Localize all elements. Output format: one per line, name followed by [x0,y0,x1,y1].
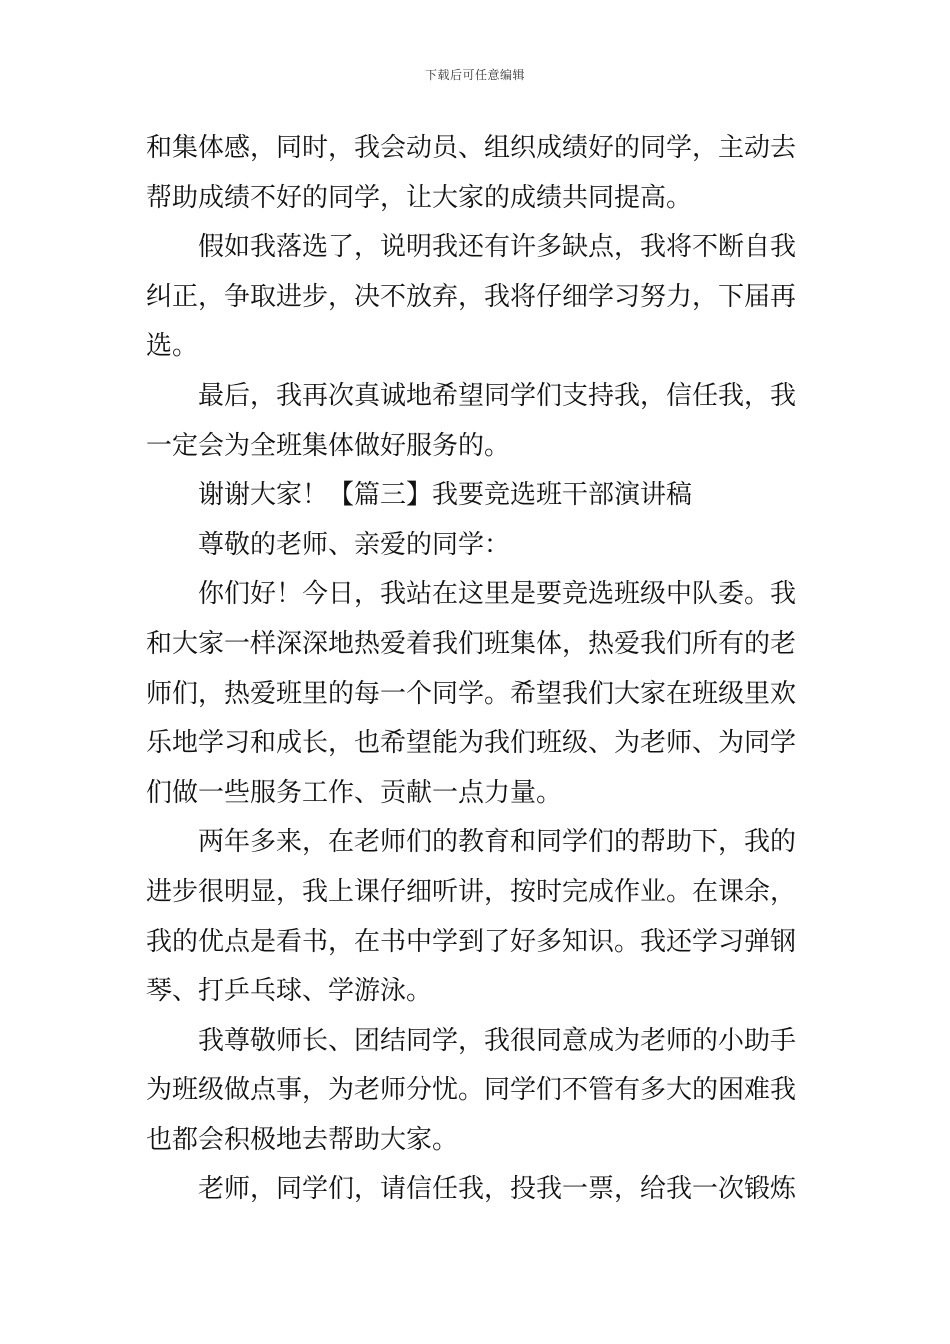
text-line: 你们好！今日，我站在这里是要竞选班级中队委。我 [198,579,797,610]
text-line: 琴、打乒乓球、学游泳。 [146,976,433,1007]
text-line: 乐地学习和成长，也希望能为我们班级、为老师、为同学 [146,728,797,759]
text-line: 纠正，争取进步，决不放弃，我将仔细学习努力，下届再 [146,281,797,312]
text-line: 和大家一样深深地热爱着我们班集体，热爱我们所有的老 [146,628,797,659]
text-line: 师们，热爱班里的每一个同学。希望我们大家在班级里欢 [146,678,797,709]
text-line: 也都会积极地去帮助大家。 [146,1124,459,1155]
text-line: 最后，我再次真诚地希望同学们支持我，信任我，我 [198,380,797,411]
text-line: 谢谢大家！【篇三】我要竞选班干部演讲稿 [198,480,693,511]
document-body [146,124,806,1215]
text-line: 我的优点是看书，在书中学到了好多知识。我还学习弹钢 [146,926,797,957]
text-line: 们做一些服务工作、贡献一点力量。 [146,777,563,808]
text-line: 进步很明显，我上课仔细听讲，按时完成作业。在课余， [146,876,797,907]
text-line: 为班级做点事，为老师分忧。同学们不管有多大的困难我 [146,1075,797,1106]
text-line: 和集体感，同时，我会动员、组织成绩好的同学，主动去 [146,133,797,163]
text-line: 选。 [146,331,199,362]
page-header: 下载后可任意编辑 [424,68,525,82]
text-line: 两年多来，在老师们的教育和同学们的帮助下，我的 [198,827,797,858]
text-line: 我尊敬师长、团结同学，我很同意成为老师的小助手 [198,1025,797,1056]
text-line: 一定会为全班集体做好服务的。 [146,430,511,461]
text-line: 尊敬的老师、亲爱的同学： [198,529,511,560]
text-line: 假如我落选了，说明我还有许多缺点，我将不断自我 [198,232,797,263]
text-line: 帮助成绩不好的同学，让大家的成绩共同提高。 [146,182,693,213]
text-line: 老师，同学们，请信任我，投我一票，给我一次锻炼 [198,1174,797,1205]
